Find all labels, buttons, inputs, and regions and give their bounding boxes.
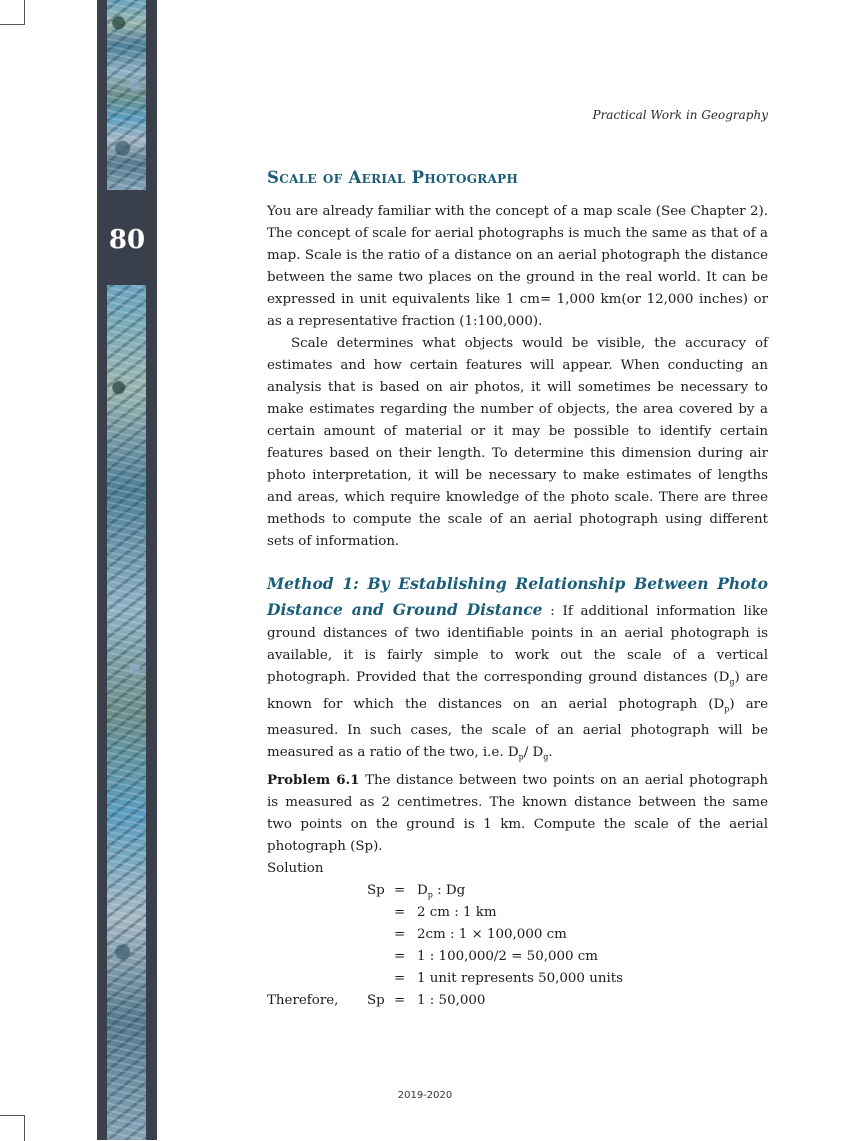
solution-step-row bbox=[267, 968, 768, 990]
solution-final-row bbox=[267, 990, 768, 1012]
page-number: 80 bbox=[108, 225, 146, 255]
solution-lhs: Sp bbox=[367, 883, 385, 899]
equals-sign: = bbox=[394, 883, 406, 899]
satellite-image-strip-top bbox=[107, 0, 146, 190]
problem-text: The distance between two points on an aerial photograph is measured as 2 centimetres. The known distance between the same two points on the ground is 1 km. Compute the scale of the aerial photograph (Sp). bbox=[267, 773, 768, 855]
equals-sign: = bbox=[394, 949, 406, 965]
paragraph-intro: You are already familiar with the concept of a map scale (See Chapter 2). The concept of scale for aerial photographs is much the same as that of a map. Scale is the ratio of a distance on an aerial photograph the distance between the same two places on the ground in the real world. It can be expressed in unit equivalents like 1 cm= 1,000 km(or 12,000 inches) or as a representative fraction (1:100,000). bbox=[267, 204, 768, 329]
problem-paragraph bbox=[267, 769, 768, 858]
problem-label: Problem 6.1 bbox=[267, 772, 360, 789]
solution-block bbox=[267, 858, 768, 1012]
method-1-text-c: ) are measured. In such cases, the scale of an aerial photograph will be measured as a ratio of the two, i.e. D bbox=[267, 696, 769, 761]
crop-mark-bottom bbox=[0, 1115, 25, 1141]
paragraph-scale: Scale determines what objects would be visible, the accuracy of estimates and how certain features will appear. When conducting an analysis that is based on air photos, it will sometimes be necessary to make estimates regarding the number of objects, the area covered by a certain amount of material or it may be possible to identify certain features based on their length. To determine this dimension during air photo interpretation, it will be necessary to make estimates of lengths and areas, which require knowledge of the photo scale. There are three methods to compute the scale of an aerial photograph using different sets of information. bbox=[267, 336, 768, 549]
final-result: 1 : 50,000 bbox=[417, 993, 486, 1009]
subscript-p: p bbox=[724, 704, 730, 714]
footer-year: 2019-2020 bbox=[397, 1090, 453, 1101]
solution-label: Solution bbox=[267, 861, 324, 877]
method-1-text-b: ) are known for which the distances on an aerial photograph (D bbox=[267, 670, 769, 712]
method-1-paragraph bbox=[267, 571, 768, 769]
subscript-g: g bbox=[729, 677, 735, 687]
solution-step: 2 cm : 1 km bbox=[417, 905, 497, 921]
first-subscript: p bbox=[427, 890, 433, 900]
solution-step: 1 unit represents 50,000 units bbox=[417, 971, 623, 987]
therefore-label: Therefore, bbox=[267, 993, 339, 1009]
running-title: Practical Work in Geography bbox=[592, 108, 768, 122]
subscript-p-ratio: p bbox=[518, 753, 524, 763]
final-lhs: Sp bbox=[367, 993, 385, 1009]
solution-step-row bbox=[267, 902, 768, 924]
subscript-g-ratio: g bbox=[543, 753, 549, 763]
first-rest: : Dg bbox=[432, 883, 466, 899]
method-1-heading: Method 1: By Establishing Relationship Between Photo Distance and Ground Distance bbox=[267, 574, 768, 619]
equals-sign: = bbox=[394, 927, 406, 943]
method-1-text-a: If additional information like ground distances of two identifiable points in an aerial photograph is available, it is fairly simple to work out the scale of a vertical photograph. Provided that the corresponding ground distances (D bbox=[267, 604, 768, 685]
solution-step-row bbox=[267, 946, 768, 968]
solution-step-row bbox=[267, 880, 768, 902]
equals-sign: = bbox=[394, 971, 406, 987]
crop-mark-top bbox=[0, 0, 25, 25]
method-1-text-d: / D bbox=[523, 745, 544, 761]
method-1-colon: : bbox=[542, 604, 563, 619]
equals-sign: = bbox=[394, 905, 406, 921]
method-1-text-e: . bbox=[548, 745, 553, 761]
equals-sign: = bbox=[394, 993, 406, 1009]
satellite-image-strip-bottom bbox=[107, 285, 146, 1140]
main-content bbox=[267, 168, 768, 1012]
solution-step: 2cm : 1 × 100,000 cm bbox=[417, 927, 567, 943]
solution-label-row bbox=[267, 858, 768, 880]
solution-step-row bbox=[267, 924, 768, 946]
first-d: D bbox=[417, 883, 428, 899]
solution-step: 1 : 100,000/2 = 50,000 cm bbox=[417, 949, 598, 965]
section-title: Scale of Aerial Photograph bbox=[267, 168, 519, 187]
